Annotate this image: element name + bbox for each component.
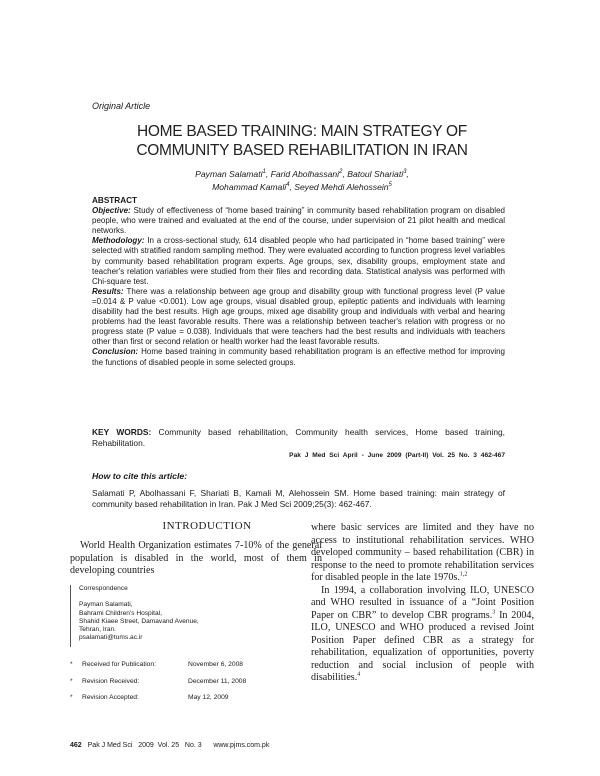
bullet-star-icon: * bbox=[70, 694, 73, 701]
footer-journal-info: Pak J Med Sci 2009 Vol. 25 No. 3 www.pjms.com.pk bbox=[87, 742, 270, 749]
body-paragraph bbox=[311, 585, 534, 685]
section-text: In a cross-sectional study, 614 disabled people who had participated in “home based training” were selected with stratified random sampling method. They were evaluated according to function progress level variables by community based rehabilitation program experts. Age groups, sex, disability groups, employment state and teacher's relation variables were studied from their files and recording data. Statistical analysis was performed with Chi-square test. bbox=[92, 236, 505, 286]
how-to-cite-heading: How to cite this article: bbox=[92, 471, 188, 481]
correspondence-line: Tehran, Iran. bbox=[79, 626, 117, 634]
paragraph-text: In 1994, a collaboration involving ILO, UNESCO and WHO resulted in issuance of a “Joint Position Paper on CBR” to develop CBR programs. bbox=[311, 584, 534, 621]
correspondence-email: psalamati@tums.ac.ir bbox=[79, 634, 143, 642]
abstract-methodology bbox=[92, 236, 505, 286]
date-label: Received for Publication: bbox=[82, 661, 156, 668]
section-label: Conclusion: bbox=[92, 347, 139, 357]
correspondence-line: Bahrami Children's Hospital, bbox=[79, 609, 162, 617]
paragraph-text: In 2004, ILO, UNESCO and WHO produced a revised Joint Position Paper defined CBR as a strategy for rehabilitation, equalization of opportunities, poverty reduction and social inclusion of people with disabilities. bbox=[311, 609, 535, 683]
how-to-cite-text: Salamati P, Abolhassani F, Shariati B, Kamali M, Alehossein SM. Home based training: main strategy of community based rehabilitation in Iran. Pak J Med Sci 2009;25(3): 462-467. bbox=[92, 488, 505, 509]
section-text: Study of effectiveness of “home based training” in community based rehabilitation program on disabled people, who were trained and evaluated at the end of the course, under supervision of 21 pilot health and medical networks. bbox=[92, 206, 505, 236]
keywords-label: KEY WORDS: bbox=[92, 427, 152, 437]
title-line-2: COMMUNITY BASED REHABILITATION IN IRAN bbox=[136, 142, 468, 159]
body-column-left bbox=[70, 540, 322, 578]
author-affiliation: 1 bbox=[262, 169, 266, 176]
introduction-heading: INTRODUCTION bbox=[162, 520, 252, 532]
paragraph-text: where basic services are limited and they have no access to institutional rehabilitation services. WHO developed community – based rehabilitation (CBR) in response to the need to promote rehabilitation services for disabled people in the late 1970s. bbox=[311, 522, 534, 583]
section-label: Objective: bbox=[92, 206, 131, 216]
date-row bbox=[70, 690, 246, 707]
journal-citation-line: Pak J Med Sci April - June 2009 (Part-II) Vol. 25 No. 3 462-467 bbox=[289, 452, 505, 459]
author-name: Farid Abolhassani bbox=[270, 169, 340, 179]
reference-marker: 1,2 bbox=[459, 571, 468, 578]
article-category: Original Article bbox=[92, 101, 151, 111]
author-affiliation: 2 bbox=[339, 169, 343, 176]
correspondence-line: Payman Salamati, bbox=[79, 601, 133, 609]
correspondence-box bbox=[70, 585, 322, 647]
date-value: November 6, 2008 bbox=[188, 661, 244, 668]
body-column-right bbox=[311, 522, 534, 685]
author-name: Payman Salamati bbox=[195, 169, 263, 179]
abstract-objective bbox=[92, 206, 505, 236]
publication-dates bbox=[70, 657, 246, 707]
correspondence-line: Shahid Kiaee Street, Damavand Avenue, bbox=[79, 617, 199, 625]
date-row bbox=[70, 657, 246, 674]
date-label: Revision Received: bbox=[82, 677, 140, 685]
date-value: May 12, 2009 bbox=[188, 694, 229, 701]
article-title bbox=[92, 122, 512, 160]
abstract-heading: ABSTRACT bbox=[92, 196, 138, 205]
date-label: Revision Accepted: bbox=[82, 694, 139, 701]
date-row bbox=[70, 674, 246, 691]
author-name: Batoul Shariati bbox=[347, 169, 404, 179]
page-number: 462 bbox=[70, 742, 82, 749]
section-label: Results: bbox=[92, 286, 124, 296]
bullet-star-icon: * bbox=[70, 661, 73, 668]
page-footer bbox=[70, 742, 269, 749]
body-paragraph bbox=[311, 522, 534, 585]
section-label: Methodology: bbox=[92, 236, 145, 246]
author-affiliation: 3 bbox=[403, 169, 407, 176]
abstract-conclusion bbox=[92, 347, 505, 367]
author-name: Seyed Mehdi Alehossein bbox=[294, 181, 389, 192]
author-list: Payman Salamati$^1$, Farid Abolhassani$^2$, Batoul Shariati$^3$, Mohammad Kamali$^4$, Seyed Mehdi Alehossein$^5$ bbox=[195, 169, 409, 192]
title-line-1: HOME BASED TRAINING: MAIN STRATEGY OF bbox=[137, 123, 467, 140]
correspondence-heading: Correspondence bbox=[79, 585, 128, 592]
author-name: Mohammad Kamali bbox=[212, 181, 287, 192]
abstract bbox=[92, 196, 505, 368]
reference-marker: 4 bbox=[357, 671, 361, 678]
date-value: December 11, 2008 bbox=[188, 677, 247, 685]
author-affiliation: 4 bbox=[286, 181, 290, 188]
keywords-text: Community based rehabilitation, Community health services, Home based training, Rehabilitation. bbox=[92, 427, 505, 448]
section-text: Home based training in community based rehabilitation program is an effective method for improving the functions of disabled people in some selected groups. bbox=[92, 347, 505, 367]
intro-paragraph: World Health Organization estimates 7-10% of the general population is disabled in the world, most of them in developing countries bbox=[70, 540, 322, 576]
bullet-star-icon: * bbox=[70, 677, 73, 685]
section-text: There was a relationship between age group and disability group with functional progress level (P value =0.014 & P value <0.001). Low age groups, visual disabled group, epileptic patients and individuals with learning disability had the best results. High age groups, mixed age disability group and individuals with verbal and hearing problems had the least favorable results. There was a relationship between teacher's relation with progress or no progress state (P value = 0.038). Individuals that were teachers had the best results and individuals with teachers other than first or second relation or health worker had the least favorable results. bbox=[92, 286, 505, 347]
reference-marker: 3 bbox=[492, 609, 496, 616]
author-affiliation: 5 bbox=[388, 181, 392, 188]
abstract-results bbox=[92, 287, 505, 348]
keywords bbox=[92, 427, 505, 449]
